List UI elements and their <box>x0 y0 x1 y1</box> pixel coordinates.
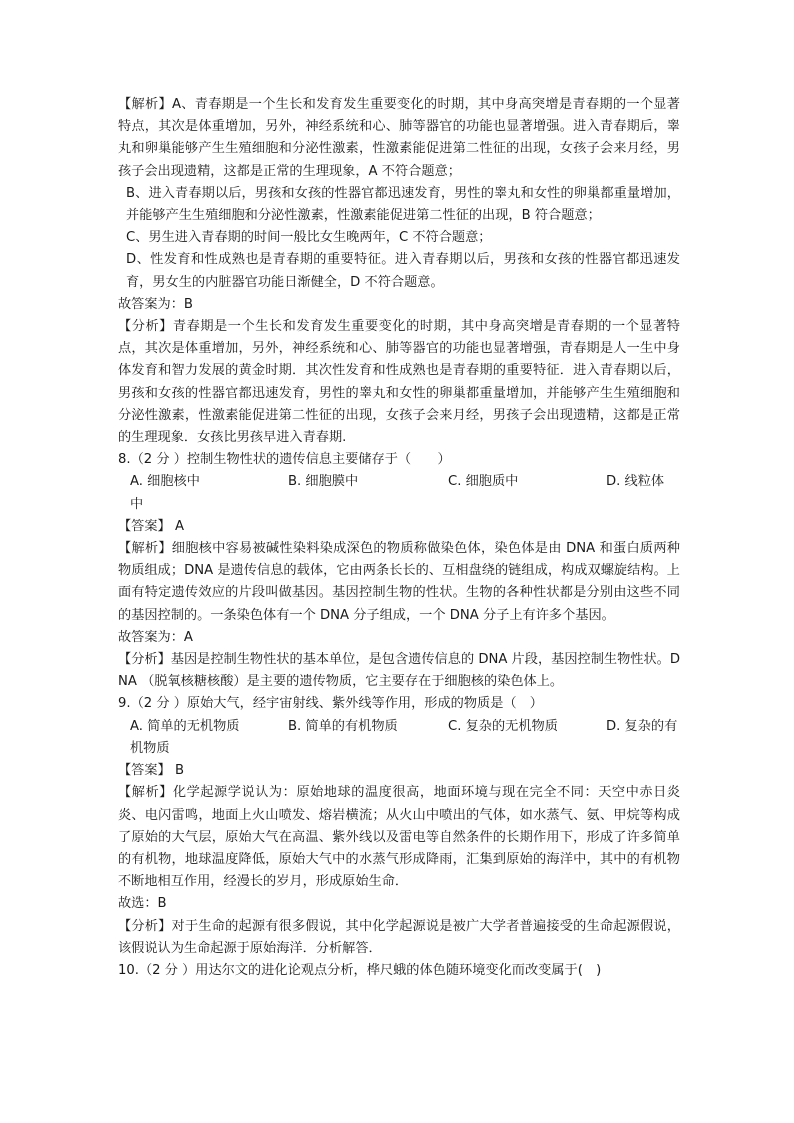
q7-analysis-b: B、进入青春期以后，男孩和女孩的性器官都迅速发育，男性的睾丸和女性的卵巢都重量增加，并能够产生生殖细胞和分泌性激素，性激素能促进第二性征的出现，B 符合题意； <box>126 185 680 224</box>
q9-option-d-wrap: 机物质 <box>130 740 170 756</box>
q8-fenxi: 【分析】基因是控制生物性状的基本单位，是包含遗传信息的 DNA 片段，基因控制生物性状。DNA （脱氧核糖核酸）是主要的遗传物质，它主要存在于细胞核的染色体上。 <box>118 652 680 690</box>
q7-analysis-c: C、男生进入青春期的时间一般比女生晚两年，C 不符合题意； <box>126 230 492 246</box>
q8-answer: 【答案】 A <box>118 518 184 534</box>
q8-option-c: C. 细胞质中 <box>448 474 519 490</box>
q7-result: 故答案为：B <box>118 296 193 312</box>
q9-answer: 【答案】 B <box>118 763 184 779</box>
q8-option-a: A. 细胞核中 <box>130 474 200 490</box>
q10-stem: 10.（2 分 ）用达尔文的进化论观点分析，桦尺蛾的体色随环境变化而改变属于( ) <box>118 962 602 978</box>
q9-option-b: B. 简单的有机物质 <box>288 718 398 734</box>
q8-option-d: D. 线粒体 <box>606 474 665 490</box>
q9-stem: 9.（2 分 ）原始大气，经宇宙射线、紫外线等作用，形成的物质是（ ） <box>118 696 543 712</box>
exam-page <box>118 94 680 982</box>
q7-analysis-d: D、性发育和性成熟也是青春期的重要特征。进入青春期以后，男孩和女孩的性器官都迅速发育，男女生的内脏器官功能日渐健全，D 不符合题意。 <box>126 252 680 290</box>
q7-analysis-a: 【解析】A、青春期是一个生长和发育发生重要变化的时期，其中身高突增是青春期的一个显著特点，其次是体重增加，另外，神经系统和心、肺等器官的功能也显著增强。进入青春期后，睾丸和卵巢能够产生生殖细胞和分泌性激素，性激素能促进第二性征的出现，女孩子会来月经，男孩子会出现遗精，这都是正常的生理现象，A 不符合题意； <box>118 97 680 179</box>
q9-option-d: D. 复杂的有 <box>606 718 678 734</box>
q8-option-d-wrap: 中 <box>130 496 144 512</box>
q8-options <box>118 471 680 493</box>
q9-option-c: C. 复杂的无机物质 <box>448 718 558 734</box>
q9-fenxi: 【分析】对于生命的起源有很多假说，其中化学起源说是被广大学者普遍接受的生命起源假说，该假说认为生命起源于原始海洋．分析解答． <box>118 918 680 956</box>
q8-stem: 8.（2 分 ）控制生物性状的遗传信息主要储存于（ ） <box>118 452 451 468</box>
q9-option-a: A. 简单的无机物质 <box>130 718 240 734</box>
q9-result: 故选：B <box>118 896 167 912</box>
q8-result: 故答案为：A <box>118 629 193 645</box>
q7-fenxi: 【分析】青春期是一个生长和发育发生重要变化的时期，其中身高突增是青春期的一个显著特点，其次是体重增加，另外，神经系统和心、肺等器官的功能也显著增强，青春期是人一生中身体发育和智力发展的黄金时期．其次性发育和性成熟也是青春期的重要特征．进入青春期以后，男孩和女孩的性器官都迅速发育，男性的睾丸和女性的卵巢都重量增加，并能够产生生殖细胞和分泌性激素，性激素能促进第二性征的出现，女孩子会来月经，男孩子会出现遗精，这都是正常的生理现象．女孩比男孩早进入青春期. <box>118 319 680 446</box>
q9-options <box>118 716 680 738</box>
q8-option-b: B. 细胞膜中 <box>288 474 359 490</box>
q9-analysis: 【解析】化学起源学说认为：原始地球的温度很高，地面环境与现在完全不同：天空中赤日炎炎、电闪雷鸣，地面上火山喷发、熔岩横流；从火山中喷出的气体，如水蒸气、氨、甲烷等构成了原始的大气层，原始大气在高温、紫外线以及雷电等自然条件的长期作用下，形成了许多简单的有机物，地球温度降低，原始大气中的水蒸气形成降雨，汇集到原始的海洋中，其中的有机物不断地相互作用，经漫长的岁月，形成原始生命． <box>118 785 680 890</box>
q8-analysis: 【解析】细胞核中容易被碱性染料染成深色的物质称做染色体，染色体是由 DNA 和蛋白质两种物质组成；DNA 是遗传信息的载体，它由两条长长的、互相盘绕的链组成，构成双螺旋结构。上面有特定遗传效应的片段叫做基因。基因控制生物的性状。生物的各种性状都是分别由这些不同的基因控制的。一条染色体有一个 DNA 分子组成，一个 DNA 分子上有许多个基因。 <box>118 541 680 623</box>
